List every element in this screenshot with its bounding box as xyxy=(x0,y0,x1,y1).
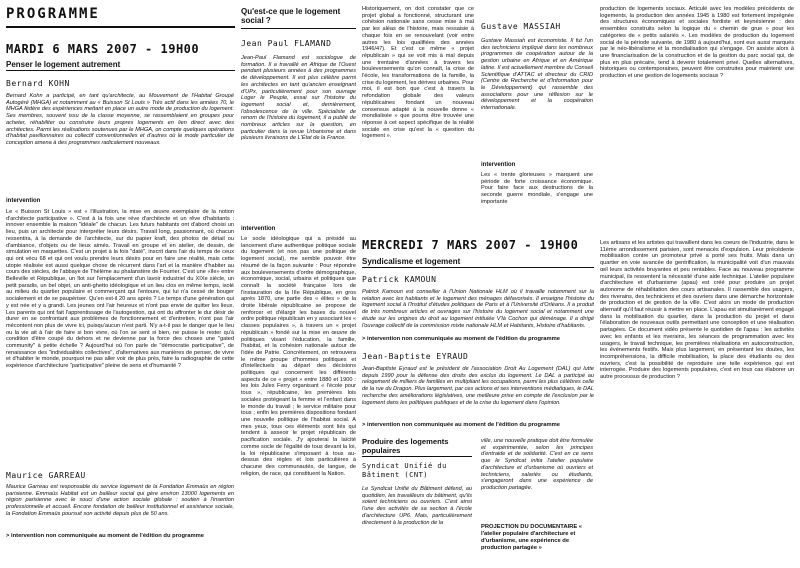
flamand-continued: Historiquement, on doit constater que ce projet global a fonctionné, structurant une cohésion nationale sans cesse mise à mal par les aléas de l'histoire, mais ressaisie à chaque fois en se renouvelant (voir entre autres les lois qualifiées des années 1946/47). Et c'est ce même « projet républicain » qui se voit mis à mal depuis une trentaine d'années à travers les bouleversements qu'on connaît, la crise de l'école, les transformations de la famille, la crise du logement, les dérives urbaines. Pour moi, il est bon que c'est à travers la refondation globale des valeurs républicaines fondant un nouveau consensus adapté à la nouvelle donne « mondialisée » que pourra être trouvée une réponse à cet aspect spécifique de la réalité sociale en crise qu'est la « question du logement ». xyxy=(362,6,474,140)
day1-section: Penser le logement autrement xyxy=(6,60,121,69)
flamand-question: Qu'est-ce que le logement social ? xyxy=(241,7,341,25)
divider xyxy=(241,28,356,29)
massiah-continued: production de logements sociaux. Articulé avec les modèles précédents de logements, la production des années 1945 à 1980 est fortement imprégnée des structures économiques et sociales fordiste et keynésienne : des ensembles construits selon la logique du « chemin de grue » pour les catégories de « petits salariés ». Les modèles de production du logement social de la période suivante, de 1980 à aujourd'hui, sont eux aussi marqués par le néo-libéralisme et la mondialisation qui s'engage. On assiste alors à une financiarisation de la construction et de la gestion du parc social qui, de plus en plus précaire, tend à devenir totalement privé. Quelles alternatives, historiques ou contemporaines, peuvent être construites pour maintenir une production et une gestion de logements sociaux ? xyxy=(600,6,794,80)
massiah-name: Gustave MASSIAH xyxy=(481,22,561,31)
production-projection: PROJECTION DU DOCUMENTAIRE « l'atelier populaire d'architecture et d'urbanisme, une expérience de production partagée » xyxy=(481,524,583,551)
kamoun-note: > intervention non communiquée au moment de l'édition du programme xyxy=(362,336,561,342)
divider xyxy=(362,267,594,268)
garreau-bio: Maurice Garreau est responsable du service logement de la Fondation Emmaüs en région parisienne. Emmaüs Habitat est un bailleur social qui gère environ 13000 logements en région parisienne avec le souci d'une action sociale globale : soutien à l'insertion professionnelle et accueil. Encore fondation de bailleur institutionnel et assistance sociale, la Fondation Emmaüs poursuit son activité depuis plus de 50 ans. xyxy=(6,484,234,517)
kohn-bio: Bernard Kohn a participé, en tant qu'architecte, au Mouvement de l'Habitat Groupé Autogéré (MHGA) et notamment au « Buisson St Louis » Très actif dans les années 70, le MHGA fédère des expériences mettant en place un autre mode de production du logement. Ses membres, souvent issu de la classe moyenne, se rassemblaient en groupes pour acheter, réhabiliter ou construire leurs propres logements en lien direct avec des architectes. Parmi les réalisations soutenues par le MHGA, on compte quelques opérations d'habitat pavillonnaires ou collectif conventionnelles et d'autres où le mode particulier de conception amena à des programmes radicalement nouveaux. xyxy=(6,93,234,146)
production-name: Syndicat Unifié du Bâtiment (CNT) xyxy=(362,462,447,479)
kohn-intervention: Le « Buisson St Louis » est « l'illustration, la mise en œuvre exemplaire de la notion d'architecte participative ». C'est à la fois une réve d'architecte et un rêve d'habitants : innover ensemble la maison "idéale" de chacun. Les futurs habitants ont d'abord choisi un lieu, puis un architecte pour interpréter leurs désirs. Travail long, passionnant, où chacun ressentira, à la demande de l'architecte, sur du papier kraft, des photos de détail ou d'ambiance, d'objets ou de lieux aimés. Travail en groupe et en atelier, de dessin, de simulation en maquettes. C'est un projet à la fois "daté", inscrit dans l'air du temps de ceux qui ont vécu 68 et qui ont voulu prendre leurs désirs pour en faire une réalité, mais cette utopie réalisée est aussi quelque chose de récurrent dans l'art et la manière d'habiter au cours des siècles, de l'abbaye de Thélème au phalanstère de Fourrier. C'est une «île» entre Belleville et République, un îlot sur l'emplacement d'un lavoir industriel du XIXe siècle, un petit paradis, un bel objet, un anti-ghetto idéologique et un lieu clos en même temps, isolé au milieu du quartier populaire et commerçant qui l'entoure, qui lui n'a cessé de bouger socialement et de se paupériser. Qu'en est-il 20 ans après ? Le temps d'une génération qui y est née et y a grandi. Les jeunes ont l'air heureux et n'ont pas envie de quitter les lieux. Les parents qui ont fait l'apprentissage de l'autogestion, qui ont du affronter le dur désir de durer en se confrontant aux problèmes de fonctionnement et d'entretien, n'ont pas l'air mécontent non plus de vivre ici, puisqu'aucun n'est parti. N'y a-t-il pas le danger que le lieu ou la vie ait à l'air de faire si bon vivre, où l'on se sent si bien, ne puisse le rester qu'à condition d'être coupé du dehors et ne devienne par la force des choses une "gated community" à petite échelle ? Aujourd'hui où l'on parle de "démocratie participative", de renaissance des "individualités collectives", d'alternatives aux manières de penser, de vivre et d'habiter le monde, pourquoi ne pas aller voir de plus près, faire la radiographie de cette expérience d'architecture "participative" pleine de sens et d'humanité ? xyxy=(6,209,234,370)
day1-date: MARDI 6 MARS 2007 - 19H00 xyxy=(6,42,200,56)
apau-text: Les artisans et les artistes qui travaillent dans les coeurs de l'industrie, dans le 11ème arrondissement parisien, sont menacés d'expulsion. Leur précédente mobilisation contre un promoteur privé a porté ses fruits. Mais dans un quartier en voie avancée de gentrification, la municipalité voit d'un mauvais œil leurs activités bruyantes et peu rentables. Face au nouveau programme municipal, ils ressentent la nécessité d'une aide technique. L'atelier populaire d'architecture et d'urbanisme (apau) est créé pour produire un projet autonome de réhabilitation des cours artisanales. Il rassemble des usagers, des riverains, des techniciens et des ouvriers dans une démarche horizontale de production et de gestion de la ville. C'est alors un mode de production alternatif qu'il faut réussir à mettre en place. L'apau est simultanément engagé dans la mobilisation du quartier, dans la production du projet et dans l'élaboration de nouveaux outils permettant une conception et une réalisation partagées. Ce document vidéo présente le quotidien de l'apau : les activités avec les enfants et les riverains, les séances de programmation avec les usagers, le travail technique, les premières réalisations en autoconstruction, les événements festifs. Mais plus largement, en présentant les doutes, les incompréhensions, la difficile mobilisation, la place des étudiants ou des ouvriers, c'est la possibilité de reproduire une telle expérience qui est interrogée. Produire des logements populaires, c'est en tous cas élaborer un autre processus de production ? xyxy=(600,240,794,381)
divider xyxy=(6,26,235,28)
day2-date: MERCREDI 7 MARS 2007 - 19H00 xyxy=(362,238,579,252)
production-heading: Produire des logements populaires xyxy=(362,437,449,455)
kohn-name: Bernard KOHN xyxy=(6,79,70,88)
production-bio: Le Syndicat Unifié du Bâtiment défend, au quotidien, les travailleurs du bâtiment, qu'ils soient techniciens ou ouvriers. C'est ainsi l'une des activités de sa section à l'école d'architecture UP6. Mais, particulièrement directement à la production de la xyxy=(362,486,472,526)
divider xyxy=(362,456,472,457)
massiah-intervention: Les « trente glorieuses » marquent une période de forte croissance économique. Pour faire face aux destructions de la seconde guerre mondiale, s'engage une importante xyxy=(481,172,593,205)
kamoun-name: Patrick KAMOUN xyxy=(362,275,437,284)
garreau-name: Maurice GARREAU xyxy=(6,471,86,480)
eyraud-name: Jean-Baptiste EYRAUD xyxy=(362,352,469,361)
eyraud-note: > intervention non communiquée au moment de l'édition du programme xyxy=(362,422,561,428)
page-title: PROGRAMME xyxy=(6,6,100,22)
eyraud-bio: Jean-Baptiste Eyraud est le président de l'association Droit Au Logement (DAL) qui lutte depuis 1990 pour la défense des droits des exclus du logement. Le DAL a participé au relogement de milliers de familles en multipliant les occupations, parmi les plus célèbres celle de la rue du Dragon. Plus largement, par ces actions et ses interventions médiatiques, le DAL recherche des améliorations législatives, une meilleure prise en compte de l'exclusion par le logement dans les politiques publiques et de la crise du logement dans l'opinion. xyxy=(362,366,594,406)
massiah-bio: Gustave Massiah est économiste. Il fut l'un des techniciens impliqué dans les nombreux programmes de coopération autour de la gestion urbaine en Afrique et en Amérique latine. Il est actuellement membre du Conseil Scientifique d'ATTAC et directeur du CRID (Centre de Recherche et d'Information pour le Développement) qui rassemble des associations pour une réflexion sur le développement et la coopération internationale. xyxy=(481,38,593,112)
flamand-intervention-label: intervention xyxy=(241,226,276,232)
massiah-intervention-label: intervention xyxy=(481,162,516,168)
flamand-bio: Jean-Paul Flamand est sociologue de formation. Il a travaillé en Afrique de l'Ouest pendant plusieurs années à des programmes de développement. Il est plus célèbre parmi les architectes en tant qu'ancien enseignant d'UPx, particulièrement pour son ouvrage Loger le Peuple, essai sur l'histoire du logement social et, dernièrement, l'obsolescence de la ville. Spécialiste de renom de l'histoire du logement, il a publié de nombreux articles sur la question, en particulier dans la revue Urbanisme et dans plusieurs livraisons de L'État de la France. xyxy=(241,55,356,142)
flamand-intervention: Le socle idéologique qui a présidé au lancement d'une authentique politique sociale du logement (et non pas une politique de logement social), me semble pouvoir être résumé de la façon suivante : Pour répondre aux bouleversements d'ordre démographique, économique, social, urbains et politiques que connaît la société française lors de l'instauration de la IIIe République, en gros après 1870, une partie des « élites » de la droite libérale républicaine se propose de renforcer et d'élargir les bases du nouvel ordre politique républicain en y associant les « classes populaires », à travers un « projet républicain » fondé sur la mise en œuvre de politiques visant l'éducation, la famille, l'habitat, et la cohésion nationale autour de l'idée de Patrie. Concrètement, on retrouvera le même groupe d'hommes politiques et d'intellectuels au départ des décisions politiques qui concernent les différents aspects de ce « projet » entre 1880 et 1900 : les lois Jules Ferry organisant « l'école pour tous », républicaine, les premières lois sociales protégeant la femme et l'enfant dans le monde du travail ; le service militaire pour tous ; enfin les premières dispositions fondant une nouvelle politique de l'habitat social. A mes yeux, tous ces éléments sont liés qui tendent à asseoir le projet républicain de pacification sociale. J'y ajouterai la laïcité comme socle de l'égalité de tous devant la loi, la loi républicaine s'imposant à tous au-dessus des règles et lois particulières à chacune des communautés, de langue, de religion, de race, qui constituent la Nation. xyxy=(241,236,356,477)
kohn-intervention-label: intervention xyxy=(6,198,41,204)
day2-section: Syndicalisme et logement xyxy=(362,257,461,266)
kamoun-bio: Patrick Kamoun est conseiller à l'Union Nationale HLM où il travaille notamment sur la relation avec les habitants et le logement des ménages défavorisés. Il enseigne l'histoire du logement social à l'Institut d'études politiques de Paris et à l'Université d'Orléans. Il a produit de très nombreux articles et ouvrages sur l'histoire du logement social et notamment une étude sur les origines du droit au logement intitulée V'là Cochon qui déménage. Il a dirigé l'ouvrage collectif de la commission mixte nationale HLM et Habitants, Histoire d'habitants. xyxy=(362,289,594,329)
production-bio-continued: ville, une nouvelle pratique doit être formulée et expérimentée, selon les principes d'entraide et de solidarité. C'est en ce sens que le Syndicat initia l'atelier populaire d'architecture et d'urbanisme où ouvriers et techniciens, salariés ou étudiants, s'engageront dans une expérience de production partagée. xyxy=(481,438,593,491)
garreau-note: > intervention non communiquée au moment de l'édition du programme xyxy=(6,533,205,539)
flamand-name: Jean Paul FLAMAND xyxy=(241,39,332,48)
divider xyxy=(6,70,235,71)
